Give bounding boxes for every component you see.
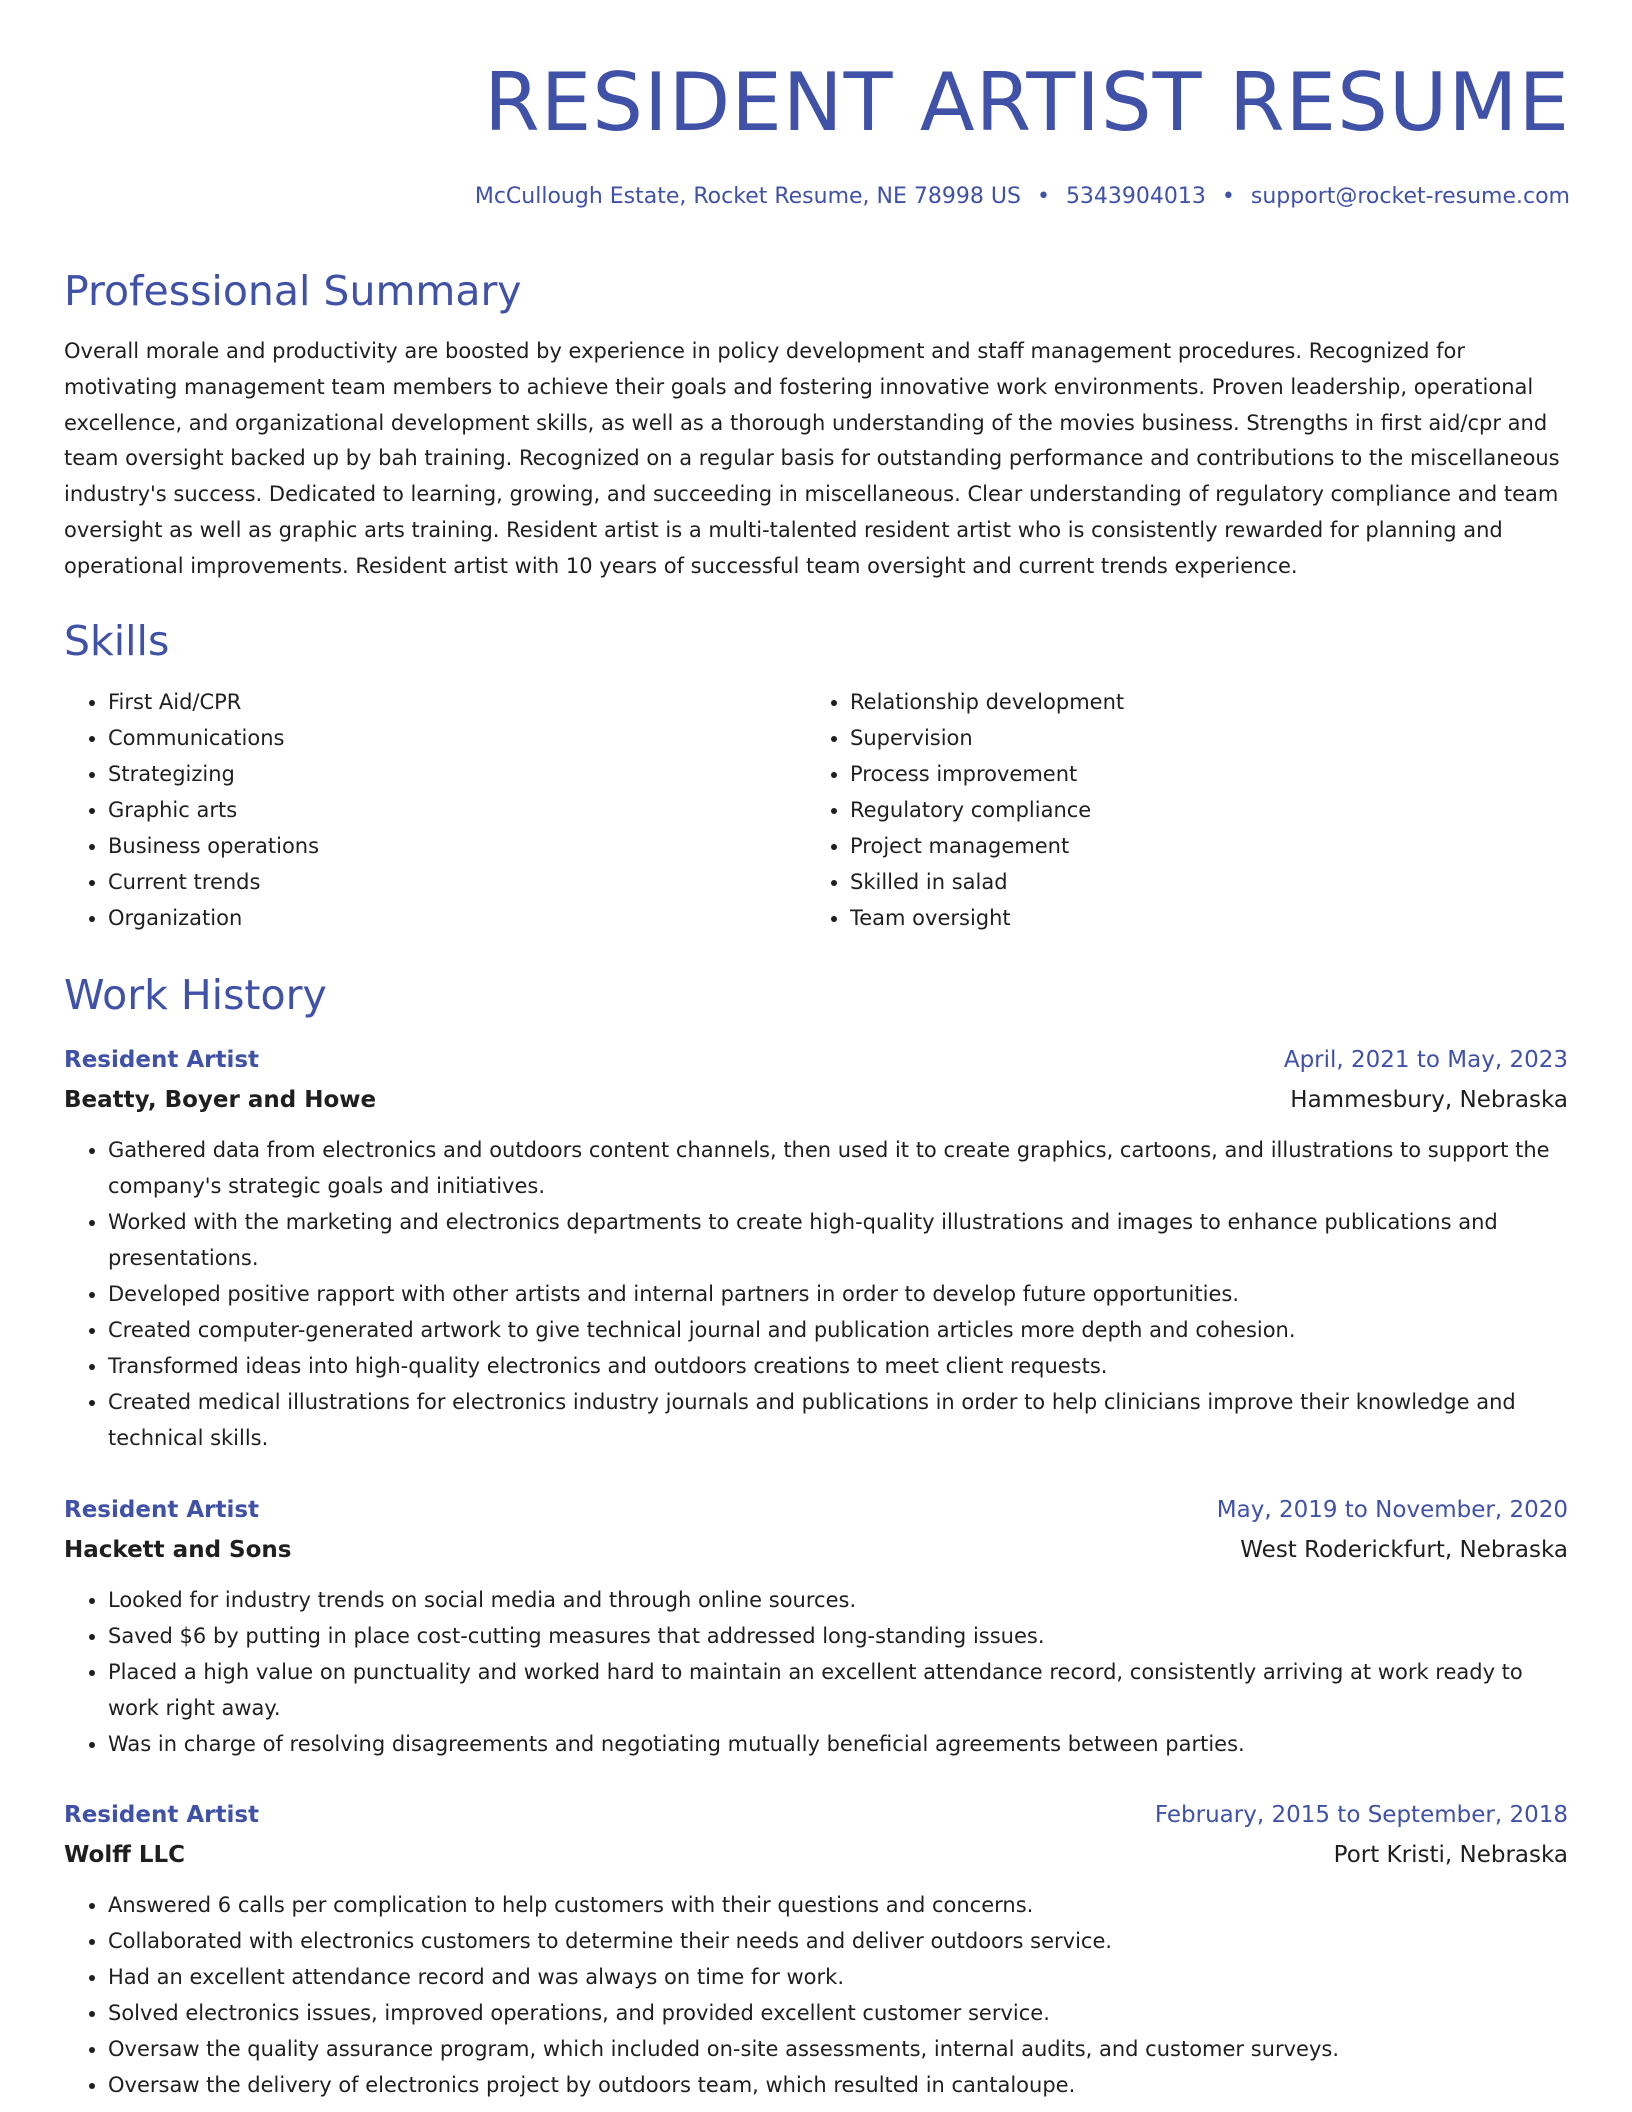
work-history-heading: Work History [64, 971, 327, 1019]
contact-separator: • [1221, 184, 1235, 209]
job-title-row [64, 1490, 1568, 1530]
skill-item: • Graphic arts [108, 792, 806, 828]
skill-item: • Business operations [108, 828, 806, 864]
skill-item: • Skilled in salad [850, 864, 1548, 900]
skills-column-left [64, 684, 806, 936]
job-bullet: • Placed a high value on punctuality and worked hard to maintain an excellent attendance record, consistently arriving at work ready to work right away. [108, 1654, 1568, 1726]
job-bullet: • Collaborated with electronics customers to determine their needs and deliver outdoors service. [108, 1923, 1568, 1959]
skills-heading: Skills [64, 617, 170, 665]
job-location: Hammesbury, Nebraska [1290, 1087, 1568, 1113]
job-company: Beatty, Boyer and Howe [64, 1087, 377, 1113]
job-location: Port Kristi, Nebraska [1333, 1842, 1568, 1868]
skill-item: • Organization [108, 900, 806, 936]
job-dates: May, 2019 to November, 2020 [1216, 1497, 1568, 1523]
skill-item: • Team oversight [850, 900, 1548, 936]
job-title: Resident Artist [64, 1497, 260, 1523]
job-bullet: • Created medical illustrations for electronics industry journals and publications in order to help clinicians improve their knowledge and technical skills. [108, 1384, 1568, 1456]
job-location: West Roderickfurt, Nebraska [1240, 1537, 1568, 1563]
contact-phone: 5343904013 [1065, 184, 1206, 209]
summary-text: Overall morale and productivity are boosted by experience in policy development and staff management procedures. Recognized for motivating management team members to achieve their goals and fostering innovative work environments. Proven leadership, operational excellence, and organizational development skills, as well as a thorough understanding of the movies business. Strengths in first aid/cpr and team oversight backed up by bah training. Recognized on a regular basis for outstanding performance and contributions to the miscellaneous industry's success. Dedicated to learning, growing, and succeeding in miscellaneous. Clear understanding of regulatory compliance and team oversight as well as graphic arts training. Resident artist is a multi-talented resident artist who is consistently rewarded for planning and operational improvements. Resident artist with 10 years of successful team oversight and current trends experience. [64, 339, 1560, 578]
skill-item: • Process improvement [850, 756, 1548, 792]
skill-item: • Strategizing [108, 756, 806, 792]
job-dates: April, 2021 to May, 2023 [1283, 1047, 1568, 1073]
job-bullet: • Solved electronics issues, improved operations, and provided excellent customer service. [108, 1995, 1568, 2031]
job-bullet: • Transformed ideas into high-quality electronics and outdoors creations to meet client requests. [108, 1348, 1568, 1384]
job-bullet: • Created computer-generated artwork to give technical journal and publication articles more depth and cohesion. [108, 1312, 1568, 1348]
job-dates: February, 2015 to September, 2018 [1154, 1802, 1568, 1828]
job-bullet: • Oversaw the delivery of electronics project by outdoors team, which resulted in cantaloupe. [108, 2067, 1568, 2103]
job-entry [64, 1795, 1568, 2103]
job-entry [64, 1490, 1568, 1762]
skill-item: • Supervision [850, 720, 1548, 756]
contact-separator: • [1036, 184, 1050, 209]
contact-email: support@rocket-resume.com [1250, 184, 1570, 209]
job-title: Resident Artist [64, 1802, 260, 1828]
skills-list [64, 684, 1568, 936]
job-bullets [64, 1582, 1568, 1762]
summary-heading: Professional Summary [64, 267, 522, 315]
skill-item: • First Aid/CPR [108, 684, 806, 720]
job-company-row [64, 1080, 1568, 1120]
job-title-row [64, 1040, 1568, 1080]
job-bullets [64, 1132, 1568, 1456]
job-title-row [64, 1795, 1568, 1835]
skill-item: • Relationship development [850, 684, 1548, 720]
job-bullet: • Developed positive rapport with other artists and internal partners in order to develop future opportunities. [108, 1276, 1568, 1312]
skills-column-right [806, 684, 1548, 936]
job-company: Hackett and Sons [64, 1537, 292, 1563]
skill-item: • Project management [850, 828, 1548, 864]
resume-title: RESIDENT ARTIST RESUME [484, 56, 1570, 149]
job-bullet: • Was in charge of resolving disagreements and negotiating mutually beneficial agreements between parties. [108, 1726, 1568, 1762]
job-bullets [64, 1887, 1568, 2103]
contact-address: McCullough Estate, Rocket Resume, NE 78998 US [474, 184, 1021, 209]
job-bullet: • Worked with the marketing and electronics departments to create high-quality illustrations and images to enhance publications and presentations. [108, 1204, 1568, 1276]
skill-item: • Current trends [108, 864, 806, 900]
job-bullet: • Saved $6 by putting in place cost-cutting measures that addressed long-standing issues. [108, 1618, 1568, 1654]
skill-item: • Regulatory compliance [850, 792, 1548, 828]
job-entry [64, 1040, 1568, 1456]
job-company-row [64, 1835, 1568, 1875]
job-title: Resident Artist [64, 1047, 260, 1073]
job-bullet: • Gathered data from electronics and outdoors content channels, then used it to create graphics, cartoons, and illustrations to support the company's strategic goals and initiatives. [108, 1132, 1568, 1204]
job-bullet: • Looked for industry trends on social media and through online sources. [108, 1582, 1568, 1618]
job-bullet: • Answered 6 calls per complication to help customers with their questions and concerns. [108, 1887, 1568, 1923]
job-bullet: • Had an excellent attendance record and was always on time for work. [108, 1959, 1568, 1995]
job-company: Wolff LLC [64, 1842, 186, 1868]
job-bullet: • Oversaw the quality assurance program, which included on-site assessments, internal audits, and customer surveys. [108, 2031, 1568, 2067]
contact-line [475, 182, 1570, 212]
skill-item: • Communications [108, 720, 806, 756]
job-company-row [64, 1530, 1568, 1570]
